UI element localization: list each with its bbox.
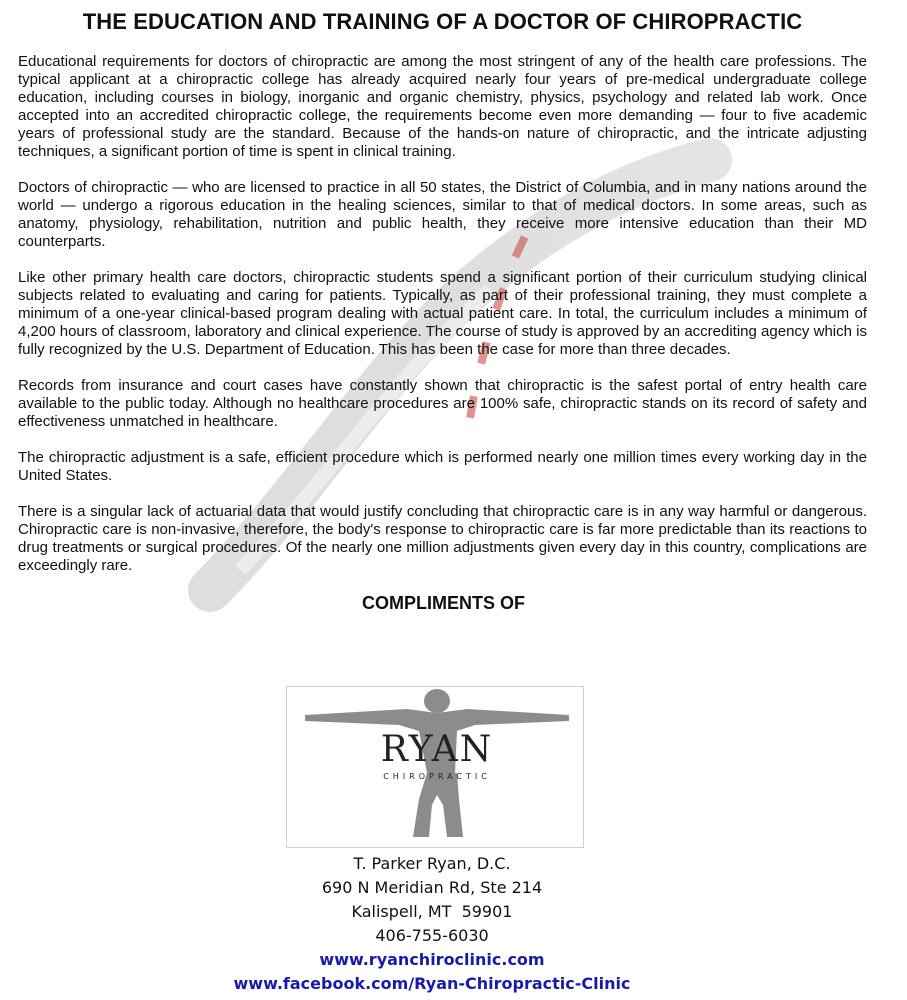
paragraph-licensing: Doctors of chiropractic — who are licensed to practice in all 50 states, the District of Columbia, and in many nations around the world — undergo a rigorous education in the healing sciences, similar to that of medical doctors. In some areas, such as anatomy, physiology, rehabilitation, nutrition and public health, they receive more intensive education than their MD counterparts. <box>18 179 867 250</box>
paragraph-adjustment: The chiropractic adjustment is a safe, efficient procedure which is performed nearly one million times every working day in the United States. <box>18 449 867 484</box>
page-title: THE EDUCATION AND TRAINING OF A DOCTOR OF CHIROPRACTIC <box>82 9 803 34</box>
ryan-chiropractic-logo-graphic <box>287 687 583 847</box>
street-address: 690 N Meridian Rd, Ste 214 <box>321 878 543 897</box>
logo-subtitle: CHIROPRACTIC <box>383 772 491 781</box>
paragraph-curriculum: Like other primary health care doctors, chiropractic students spend a significant portion of their curriculum studying clinical subjects related to evaluating and caring for patients. Typically, as part of their professional training, they must complete a minimum of a one-year clinical-based program dealing with actual patient care. In total, the curriculum includes a minimum of 4,200 hours of classroom, laboratory and clinical experience. The course of study is approved by an accrediting agency which is fully recognized by the U.S. Department of Education. This has been the case for more than three decades. <box>18 269 867 358</box>
article-body <box>18 53 867 575</box>
city-state-zip: Kalispell, MT 59901 <box>351 902 513 921</box>
paragraph-safety-records: Records from insurance and court cases have constantly shown that chiropractic is the safest portal of entry health care available to the public today. Although no healthcare procedures are 100% safe, chiropractic stands on its record of safety and effectiveness unmatched in healthcare. <box>18 377 867 430</box>
facebook-link[interactable]: www.facebook.com/Ryan-Chiropractic-Clinic <box>233 974 631 993</box>
paragraph-actuarial-data: There is a singular lack of actuarial data that would justify concluding that chiropractic care is in any way harmful or dangerous. Chiropractic care is non-invasive, therefore, the body's response to chiropractic care is far more predictable than its reactions to drug treatments or surgical procedures. Of the nearly one million adjustments given every day in this country, complications are exceedingly rare. <box>18 503 867 574</box>
logo-wordmark: RYAN <box>380 729 494 770</box>
phone-number: 406-755-6030 <box>375 926 489 945</box>
compliments-heading: COMPLIMENTS OF <box>362 593 525 613</box>
contact-block <box>0 852 864 996</box>
paragraph-education-requirements: Educational requirements for doctors of chiropractic are among the most stringent of any of the health care professions. The typical applicant at a chiropractic college has already acquired nearly four years of pre-medical undergraduate college education, including courses in biology, inorganic and organic chemistry, physics, psychology and related lab work. Once accepted into an accredited chiropractic college, the requirements become even more demanding — four to five academic years of professional study are the standard. Because of the hands-on nature of chiropractic, and the intricate adjusting techniques, a significant portion of time is spent in clinical training. <box>18 53 867 160</box>
website-link[interactable]: www.ryanchiroclinic.com <box>319 950 545 969</box>
clinic-logo <box>286 686 584 848</box>
doctor-name: T. Parker Ryan, D.C. <box>353 854 511 873</box>
